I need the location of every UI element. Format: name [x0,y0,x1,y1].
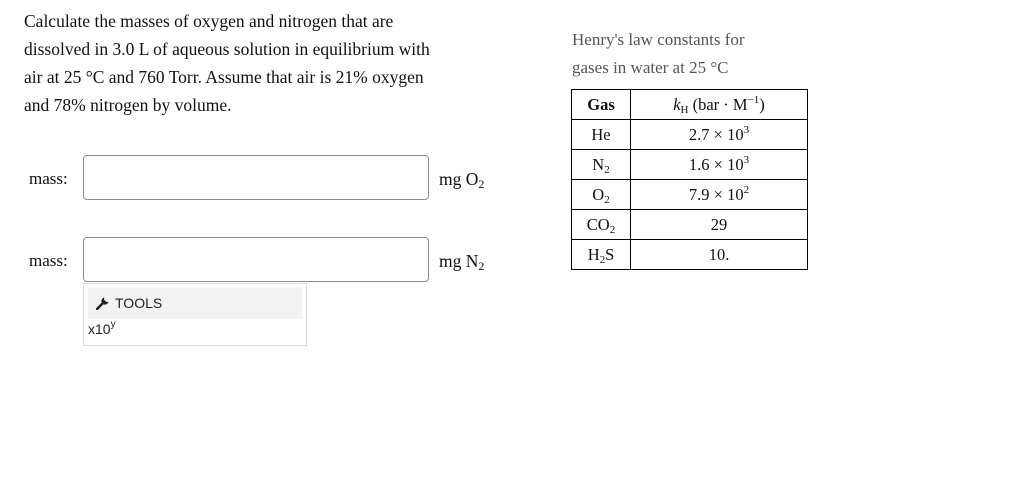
kh-cell: 29 [631,210,808,240]
table-row [572,150,808,180]
gas-cell: $O_2$ [572,180,631,210]
gas-cell: $H_2S$ [572,240,631,270]
header-gas: Gas [572,90,631,120]
table-row [572,120,808,150]
kh-cell: $2.7 \times 10^3$ [631,120,808,150]
tools-label: TOOLS [115,295,163,311]
nitrogen-mass-label: mass: [29,251,68,270]
nitrogen-unit: mg $N_2$ [439,251,485,273]
oxygen-unit: mg $O_2$ [439,169,485,191]
question-line: dissolved in 3.0 L of aqueous solution in equilibrium with [24,39,430,59]
gas-cell: $N_2$ [572,150,631,180]
gas-cell: He [572,120,631,150]
table-caption-line: gases in water at 25 °C [572,58,729,77]
kh-cell: $1.6 \times 10^3$ [631,150,808,180]
nitrogen-mass-input[interactable] [83,237,429,282]
table-caption [572,26,812,82]
table-header-row [572,90,808,120]
gas-cell: $CO_2$ [572,210,631,240]
question-text [24,7,494,119]
wrench-icon [96,296,110,310]
tools-button[interactable] [88,287,302,319]
oxygen-mass-input[interactable] [83,155,429,200]
question-line: air at 25 °C and 760 Torr. Assume that air is 21% oxygen [24,67,424,87]
henry-constants-table [571,89,808,270]
scientific-notation-button[interactable]: x10$^y$ [88,319,116,337]
question-line: Calculate the masses of oxygen and nitrogen that are [24,11,394,31]
kh-cell: 10. [631,240,808,270]
table-row [572,240,808,270]
table-row [572,180,808,210]
table-row [572,210,808,240]
tools-panel [83,283,307,346]
header-kh: $k_H$ $(bar \cdot M^{-1})$ [631,90,808,120]
oxygen-mass-label: mass: [29,169,68,188]
question-line: and 78% nitrogen by volume. [24,95,232,115]
kh-cell: $7.9 \times 10^2$ [631,180,808,210]
table-caption-line: Henry's law constants for [572,30,745,49]
